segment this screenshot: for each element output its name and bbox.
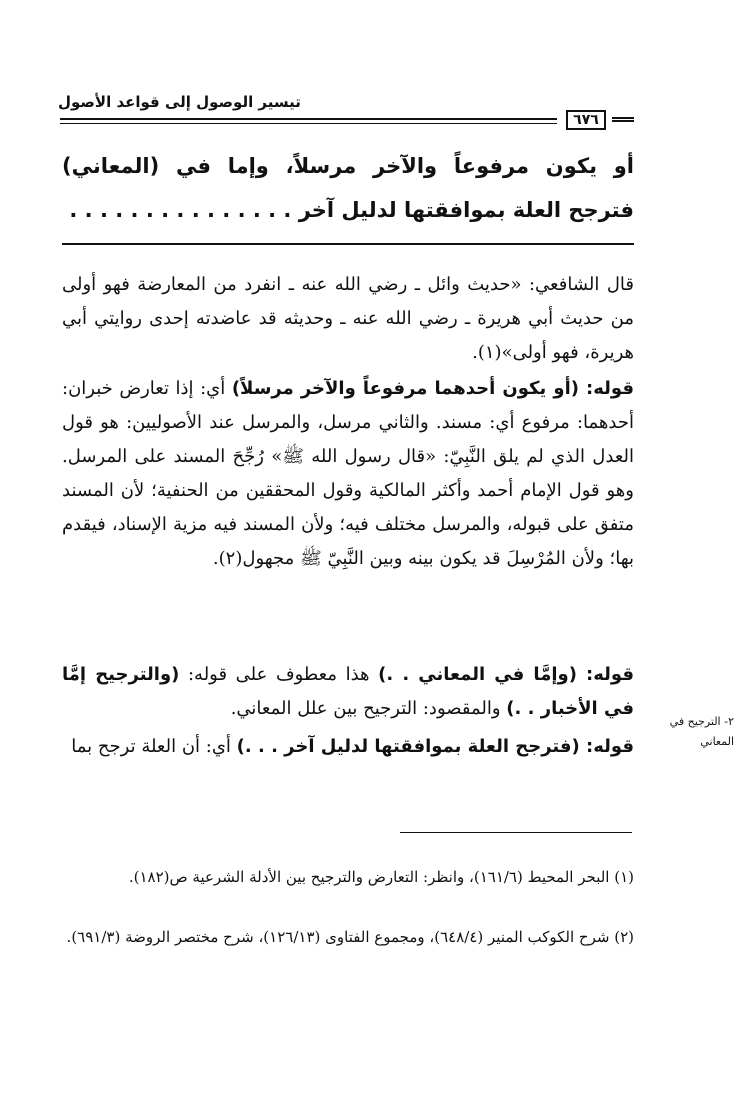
footnote: (٢) شرح الكوكب المنير (٦٤٨/٤)، ومجموع الفتاوى (١٢٦/١٣)، شرح مختصر الروضة (٦٩١/٣). — [66, 928, 634, 946]
paragraph-illa — [62, 730, 634, 764]
paragraph-maani — [62, 658, 634, 726]
commentary-text: والمقصود: الترجيح بين علل المعاني. — [230, 698, 507, 719]
commentary-text: أي: أن العلة ترجح بما — [71, 736, 237, 757]
commentary-lemma: قوله: (أو يكون أحدهما مرفوعاً والآخر مرسلاً) — [231, 378, 635, 399]
matn-text: أو يكون مرفوعاً والآخر مرسلاً، وإما في (المعاني) فترجح العلة بموافقتها لدليل آخر . . . . . . . . . . . . . . . — [62, 154, 634, 222]
header-double-rule — [612, 117, 634, 122]
paragraph-shafii-quote: قال الشافعي: «حديث وائل ـ رضي الله عنه ـ انفرد من المعارضة فهو أولى من حديث أبي هريرة ـ رضي الله عنه ـ وحديثه قد عاضدته إحدى روايتي أبي هريرة، فهو أولى»(١). — [62, 274, 634, 363]
commentary-text: أي: إذا تعارض خبران: أحدهما: مرفوع أي: مسند. والثاني مرسل، والمرسل عند الأصوليين: هو قول العدل الذي لم يلق النَّبِيّ: «قال رسول الله ﷺ» رُجِّحَ المسند على المرسل. وهو قول الإمام أحمد وأكثر المالكية وقول المحققين من الحنفية؛ لأن المسند متفق على قبوله، والمرسل مختلف فيه؛ ولأن المسند فيه مزية الإسناد، فيقدم بها؛ ولأن المُرْسِلَ قد يكون بينه وبين النَّبِيّ ﷺ مجهول(٢). — [62, 378, 634, 569]
commentary-lemma: (والترجيح إمَّا في الأخبار . .) — [62, 664, 634, 719]
commentary-text: هذا معطوف على قوله: — [179, 664, 379, 685]
commentary-lemma: قوله: (وإمَّا في المعاني . .) — [378, 664, 634, 685]
footnote: (١) البحر المحيط (١٦١/٦)، وانظر: التعارض والترجيح بين الأدلة الشرعية ص(١٨٢). — [128, 868, 634, 886]
header-rule — [60, 118, 557, 120]
page-number: ٦٧٦ — [566, 110, 606, 130]
header-rule-thin — [60, 123, 557, 124]
matn-separator — [62, 243, 634, 245]
footnote-rule — [400, 832, 632, 833]
margin-heading: ٢- الترجيح في المعاني — [669, 715, 734, 748]
running-header-title: تيسير الوصول إلى قواعد الأصول — [58, 93, 301, 111]
paragraph-marfu-mursal — [62, 372, 634, 576]
commentary-lemma: قوله: (فترجح العلة بموافقتها لدليل آخر . . .) — [236, 736, 634, 757]
